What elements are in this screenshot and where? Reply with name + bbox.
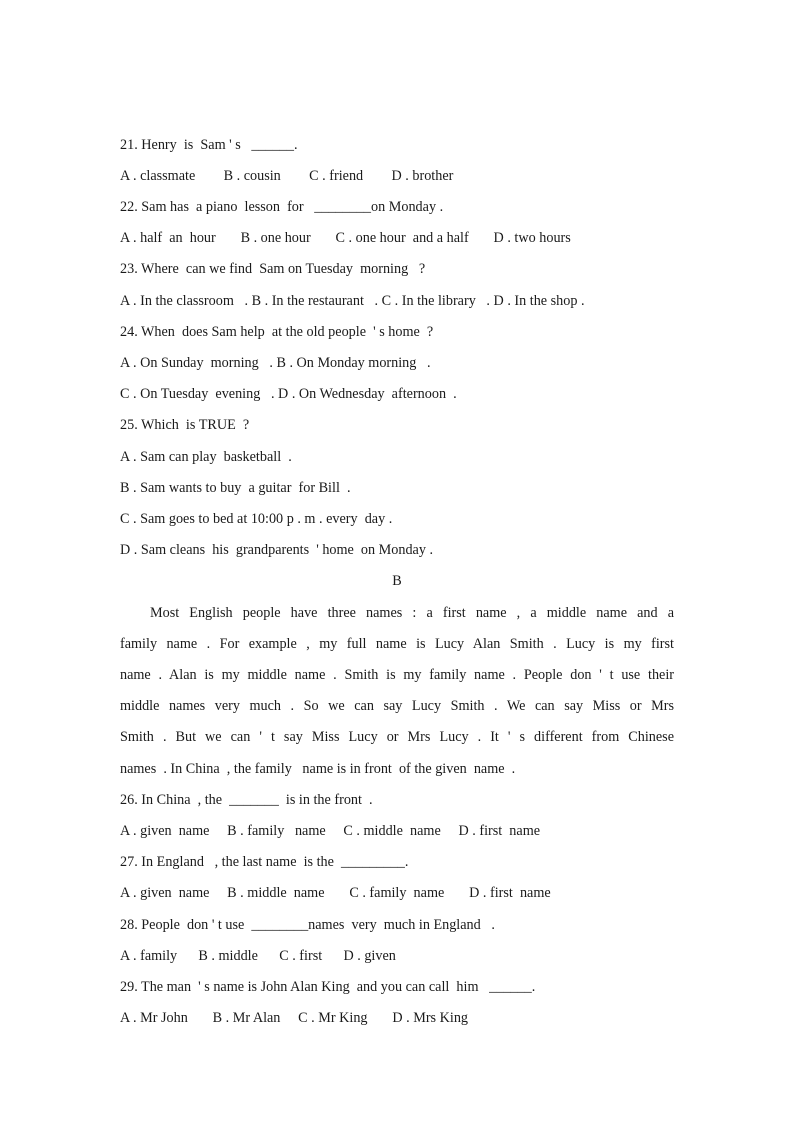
question-22-options: A . half an hour B . one hour C . one hour and a half D . two hours — [120, 230, 571, 246]
question-27-options: A . given name B . middle name C . family name D . first name — [120, 885, 551, 901]
question-22: 22. Sam has a piano lesson for ________on Monday . — [120, 199, 444, 215]
passage-line: Most English people have three names : a first name , a middle name and a — [150, 605, 674, 621]
question-24: 24. When does Sam help at the old people ' s home ? — [120, 324, 434, 340]
question-28: 28. People don ' t use ________names very much in England . — [120, 917, 495, 933]
question-28-options: A . family B . middle C . first D . given — [120, 948, 396, 964]
passage-line: middle names very much . So we can say Lucy Smith . We can say Miss or Mrs — [120, 698, 674, 714]
passage-line: family name . For example , my full name is Lucy Alan Smith . Lucy is my first — [120, 636, 674, 652]
question-25-option-d: D . Sam cleans his grandparents ' home on Monday . — [120, 542, 434, 558]
passage-line: Smith . But we can ' t say Miss Lucy or Mrs Lucy . It ' s different from Chinese — [120, 729, 674, 745]
question-25: 25. Which is TRUE ? — [120, 417, 250, 433]
question-26-options: A . given name B . family name C . middle name D . first name — [120, 823, 541, 839]
passage-line: name . Alan is my middle name . Smith is my family name . People don ' t use their — [120, 667, 674, 683]
passage-line-last: names . In China , the family name is in front of the given name . — [120, 761, 516, 777]
question-27: 27. In England , the last name is the _________. — [120, 854, 409, 870]
question-21-options: A . classmate B . cousin C . friend D . brother — [120, 168, 454, 184]
question-26: 26. In China , the _______ is in the front . — [120, 792, 373, 808]
question-21: 21. Henry is Sam ' s ______. — [120, 137, 298, 153]
question-25-option-c: C . Sam goes to bed at 10:00 p . m . every day . — [120, 511, 393, 527]
question-23: 23. Where can we find Sam on Tuesday morning ? — [120, 261, 426, 277]
question-24-options-ab: A . On Sunday morning . B . On Monday morning . — [120, 355, 431, 371]
question-24-options-cd: C . On Tuesday evening . D . On Wednesday afternoon . — [120, 386, 457, 402]
question-29-options: A . Mr John B . Mr Alan C . Mr King D . Mrs King — [120, 1010, 469, 1026]
question-25-option-b: B . Sam wants to buy a guitar for Bill . — [120, 480, 351, 496]
question-29: 29. The man ' s name is John Alan King and you can call him ______. — [120, 979, 536, 995]
question-25-option-a: A . Sam can play basketball . — [120, 449, 292, 465]
question-23-options: A . In the classroom . B . In the restaurant . C . In the library . D . In the shop . — [120, 293, 585, 309]
section-heading: B — [392, 573, 402, 589]
